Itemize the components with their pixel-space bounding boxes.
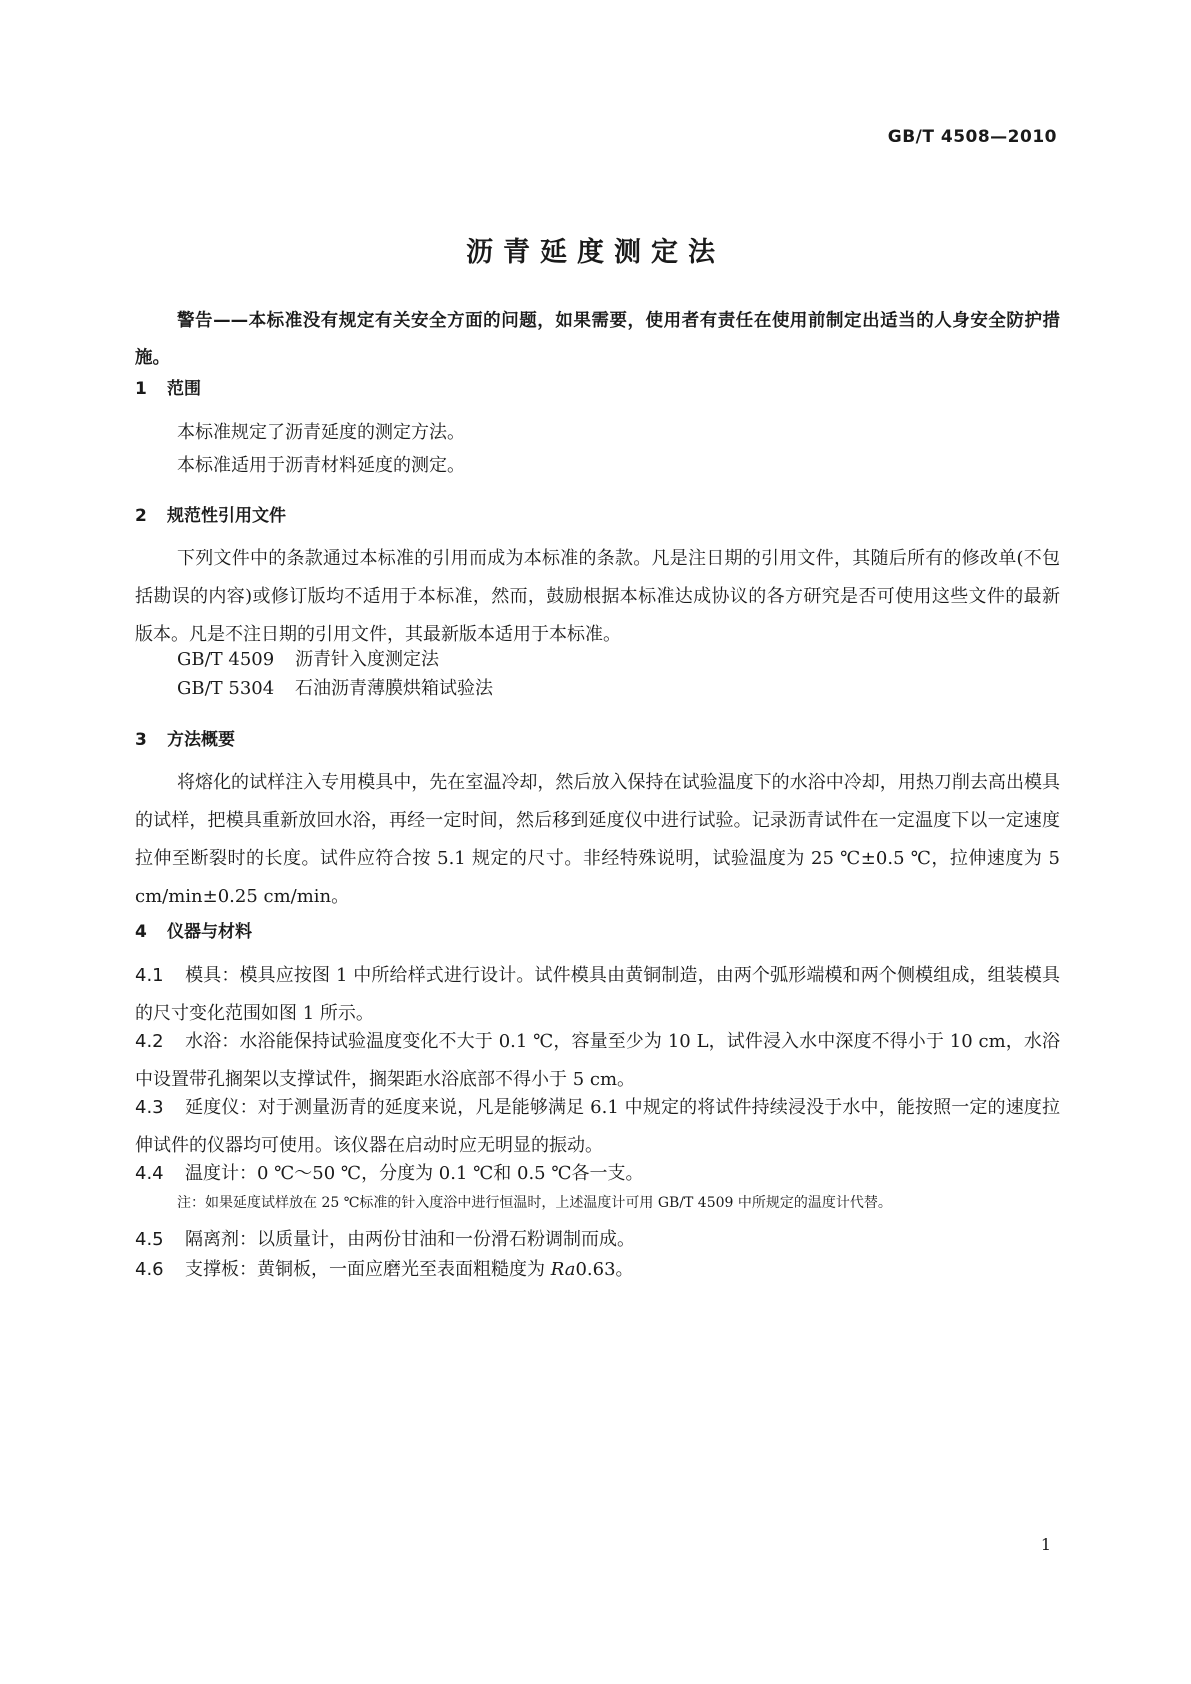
clause-4-2	[135, 1023, 1060, 1099]
clause-text: 水浴：水浴能保持试验温度变化不大于 0.1 ℃，容量至少为 10 L，试件浸入水中深度不得小于 10 cm，水浴中设置带孔搁架以支撑试件，搁架距水浴底部不得小于 5 cm。	[135, 1031, 1060, 1090]
scope-line-2: 本标准适用于沥青材料延度的测定。	[177, 455, 465, 476]
clause-4-4	[135, 1155, 1060, 1193]
safety-warning: 警告——本标准没有规定有关安全方面的问题，如果需要，使用者有责任在使用前制定出适当的人身安全防护措施。	[135, 311, 1060, 368]
clause-text-suffix: 0.63。	[575, 1259, 634, 1280]
normative-references-paragraph: 下列文件中的条款通过本标准的引用而成为本标准的条款。凡是注日期的引用文件，其随后所有的修改单(不包括勘误的内容)或修订版均不适用于本标准，然而，鼓励根据本标准达成协议的各方研究是否可使用这些文件的最新版本。凡是不注日期的引用文件，其最新版本适用于本标准。	[135, 548, 1060, 645]
reference-item	[177, 645, 439, 675]
clause-number: 4.3	[135, 1097, 164, 1118]
clause-text: 延度仪：对于测量沥青的延度来说，凡是能够满足 6.1 中规定的将试件持续浸没于水中，能按照一定的速度拉伸试件的仪器均可使用。该仪器在启动时应无明显的振动。	[135, 1097, 1060, 1156]
clause-4-1	[135, 957, 1060, 1033]
clause-text: 模具：模具应按图 1 中所给样式进行设计。试件模具由黄铜制造，由两个弧形端模和两个侧模组成，组装模具的尺寸变化范围如图 1 所示。	[135, 965, 1060, 1024]
clause-4-3	[135, 1089, 1060, 1165]
method-summary-paragraph: 将熔化的试样注入专用模具中，先在室温冷却，然后放入保持在试验温度下的水浴中冷却，用热刀削去高出模具的试样，把模具重新放回水浴，再经一定时间，然后移到延度仪中进行试验。记录沥青试件在一定温度下以一定速度拉伸至断裂时的长度。试件应符合按 5.1 规定的尺寸。非经特殊说明，试验温度为 25 ℃±0.5 ℃，拉伸速度为 5 cm/min±0.25 cm/min。	[135, 772, 1060, 907]
reference-title: 沥青针入度测定法	[295, 649, 439, 670]
section-number: 2	[135, 506, 147, 526]
section-title: 仪器与材料	[167, 922, 252, 942]
reference-code: GB/T 4509	[177, 649, 275, 670]
section-number: 3	[135, 730, 147, 750]
clause-note: 注：如果延度试样放在 25 ℃标准的针入度浴中进行恒温时，上述温度计可用 GB/T 4509 中所规定的温度计代替。	[177, 1195, 892, 1211]
section-number: 1	[135, 379, 147, 399]
section-4-heading	[135, 917, 252, 942]
clause-text: 隔离剂：以质量计，由两份甘油和一份滑石粉调制而成。	[185, 1229, 635, 1250]
clause-text: 温度计：0 ℃～50 ℃，分度为 0.1 ℃和 0.5 ℃各一支。	[185, 1163, 644, 1184]
reference-title: 石油沥青薄膜烘箱试验法	[295, 678, 493, 699]
section-2-heading	[135, 501, 286, 526]
clause-text-prefix: 支撑板：黄铜板，一面应磨光至表面粗糙度为	[185, 1259, 551, 1280]
clause-number: 4.6	[135, 1259, 164, 1280]
page-number: 1	[1040, 1535, 1051, 1554]
section-title: 方法概要	[167, 730, 235, 750]
clause-number: 4.1	[135, 965, 164, 986]
section-3-heading	[135, 725, 235, 750]
section-1-heading	[135, 374, 201, 399]
reference-code: GB/T 5304	[177, 678, 275, 699]
scope-line-1: 本标准规定了沥青延度的测定方法。	[177, 422, 465, 443]
section-title: 范围	[167, 379, 201, 399]
clause-4-6	[135, 1251, 1060, 1289]
clause-number: 4.5	[135, 1229, 164, 1250]
reference-item	[177, 674, 493, 704]
section-title: 规范性引用文件	[167, 506, 286, 526]
roughness-symbol: Ra	[550, 1259, 576, 1280]
standard-code: GB/T 4508—2010	[887, 127, 1057, 147]
clause-number: 4.2	[135, 1031, 164, 1052]
clause-number: 4.4	[135, 1163, 164, 1184]
document-title: 沥青延度测定法	[466, 237, 725, 268]
section-number: 4	[135, 922, 147, 942]
